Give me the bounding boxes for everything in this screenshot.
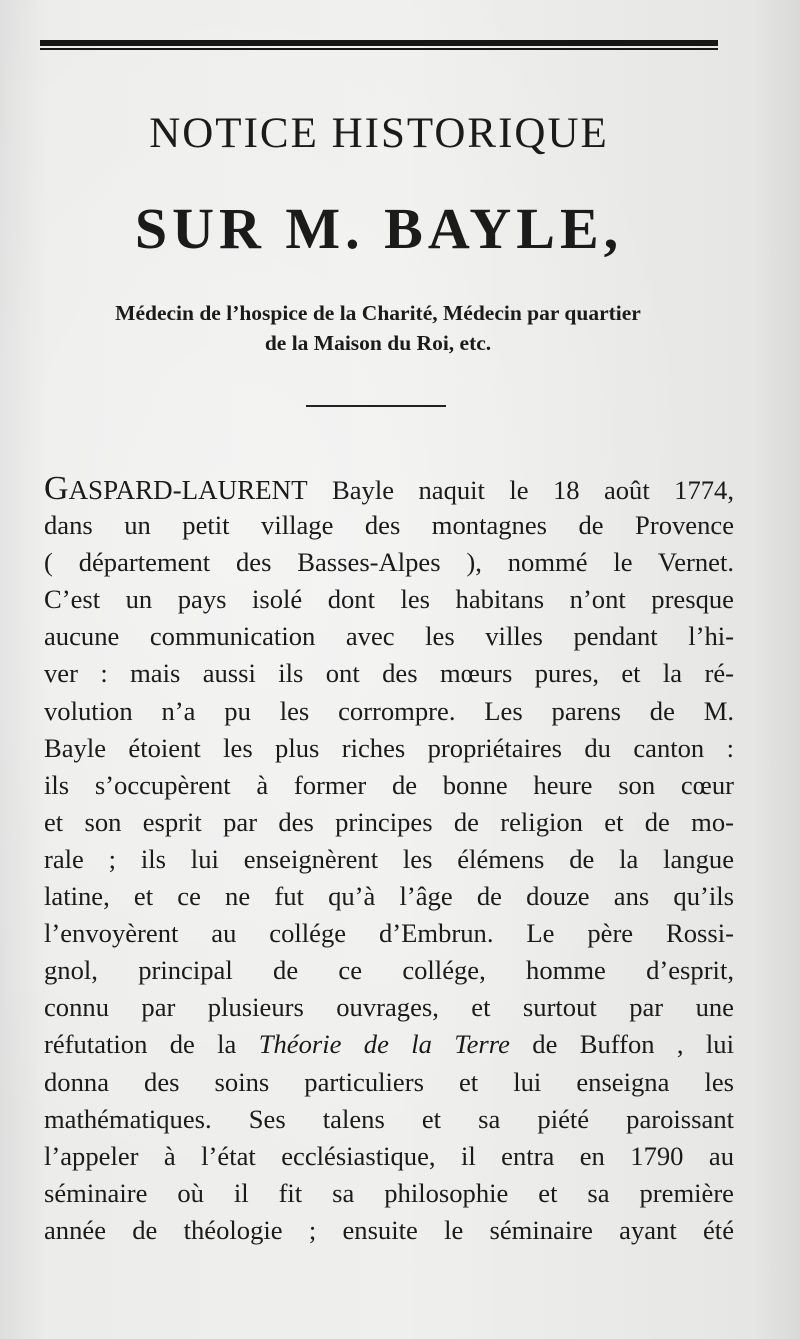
top-double-rule <box>40 40 718 50</box>
line16-before: réfutation de la <box>44 1029 259 1060</box>
text-line: dans un petit village des montagnes de Provence <box>44 510 734 541</box>
text-line: ( département des Basses-Alpes ), nommé le Vernet. <box>44 547 734 578</box>
text-line: donna des soins particuliers et lui enseigna les <box>44 1066 734 1097</box>
subtitle-line-2: de la Maison du Roi, etc. <box>264 331 492 355</box>
text-line: séminaire où il fit sa philosophie et sa première <box>44 1177 734 1208</box>
first-line-rest: Bayle naquit le 18 août 1774, <box>307 475 734 505</box>
text-line: mathématiques. Ses talens et sa piété paroissant <box>44 1103 734 1134</box>
text-line: C’est un pays isolé dont les habitans n’ont presque <box>44 584 734 615</box>
author-name-smallcaps: ASPARD-LAURENT <box>68 475 308 505</box>
section-divider <box>306 405 446 407</box>
text-line: rale ; ils lui enseignèrent les élémens de la langue <box>44 843 734 874</box>
text-line: Bayle étoient les plus riches propriétaires du canton : <box>44 732 734 763</box>
text-line: année de théologie ; ensuite le séminaire ayant été <box>44 1214 734 1245</box>
subtitle <box>28 298 728 358</box>
text-line-1 <box>44 470 734 507</box>
title-line-1: NOTICE HISTORIQUE <box>149 110 609 157</box>
text-line: gnol, principal de ce collége, homme d’esprit, <box>44 955 734 986</box>
text-line: et son esprit par des principes de religion et de mo- <box>44 806 734 837</box>
text-line: connu par plusieurs ouvrages, et surtout par une <box>44 992 734 1023</box>
text-line: latine, et ce ne fut qu’à l’âge de douze ans qu’ils <box>44 881 734 912</box>
line16-after: de Buffon , lui <box>509 1029 734 1060</box>
italic-book-title: Théorie de la Terre <box>258 1029 510 1060</box>
text-line-16 <box>44 1026 734 1063</box>
text-line: l’envoyèrent au collége d’Embrun. Le père Rossi- <box>44 918 734 949</box>
text-line: ver : mais aussi ils ont des mœurs pures, et la ré- <box>44 658 734 689</box>
subtitle-line-1: Médecin de l’hospice de la Charité, Médecin par quartier <box>115 301 641 325</box>
text-line: ils s’occupèrent à former de bonne heure son cœur <box>44 769 734 800</box>
text-line: volution n’a pu les corrompre. Les parens de M. <box>44 695 734 726</box>
text-line: aucune communication avec les villes pendant l’hi- <box>44 621 734 652</box>
body-paragraph <box>44 470 734 1249</box>
title-line-2: SUR M. BAYLE, <box>134 196 624 261</box>
text-line: l’appeler à l’état ecclésiastique, il entra en 1790 au <box>44 1140 734 1171</box>
drop-cap: G <box>44 470 69 507</box>
